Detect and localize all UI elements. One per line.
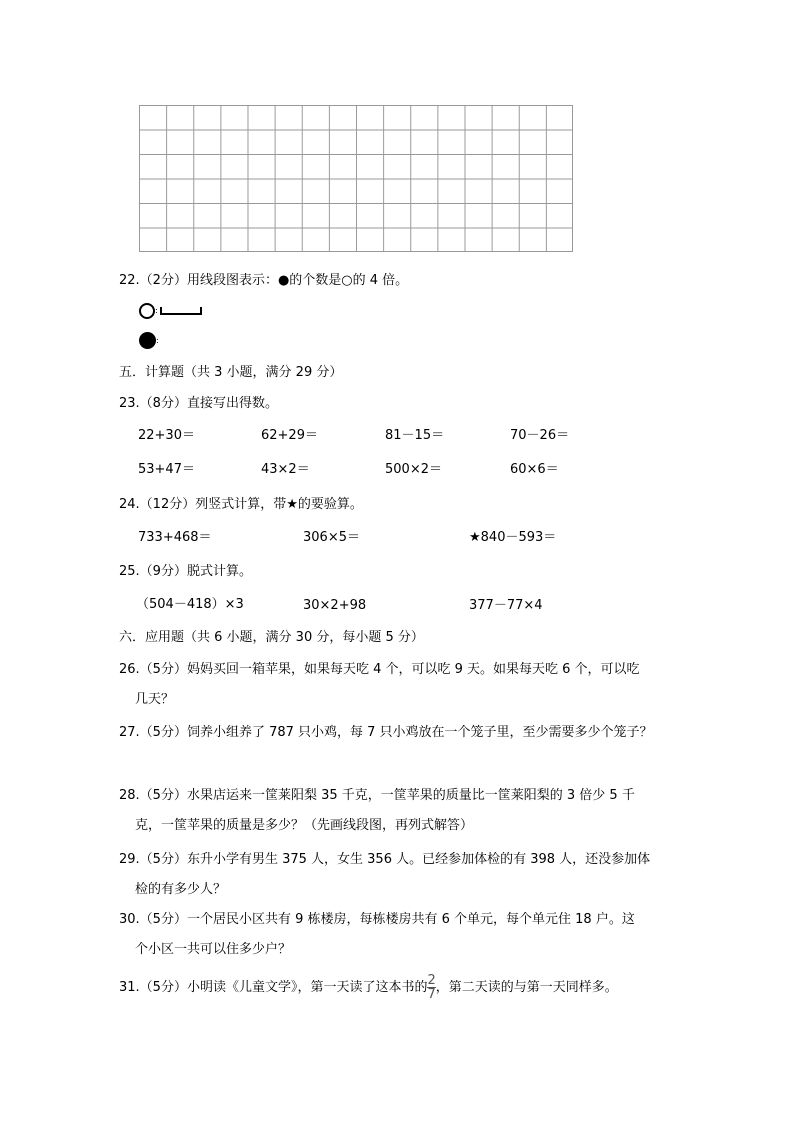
hollow-circle-icon <box>139 303 155 319</box>
colon: : <box>155 306 158 315</box>
calc-item: ★840－593＝ <box>469 530 557 545</box>
q30-line1: 30.（5分）一个居民小区共有 9 栋楼房，每栋楼房共有 6 个单元，每个单元住 18 户。这 <box>119 912 635 927</box>
q28-line2: 克，一筐苹果的质量是多少？（先画线段图，再列式解答） <box>135 818 474 833</box>
q24-text: 24.（12分）列竖式计算，带★的要验算。 <box>119 497 363 512</box>
colon: : <box>156 336 159 345</box>
calc-item: 81－15＝ <box>385 428 445 443</box>
q31-text-before: 31.（5分）小明读《儿童文学》，第一天读了这本书的 <box>119 980 428 995</box>
fraction <box>427 974 435 1001</box>
answer-grid <box>139 105 573 252</box>
calc-item: 53+47＝ <box>138 462 195 477</box>
calc-item: 62+29＝ <box>261 428 318 443</box>
q30-line2: 个小区一共可以住多少户？ <box>135 942 292 957</box>
q26-line1: 26.（5分）妈妈买回一箱苹果，如果每天吃 4 个，可以吃 9 天。如果每天吃 6 个，可以吃 <box>119 662 640 677</box>
q22-dot-row <box>139 332 159 350</box>
calc-item: 306×5＝ <box>303 530 360 545</box>
calc-item: （504－418）×3 <box>136 597 244 612</box>
q25-text: 25.（9分）脱式计算。 <box>119 564 252 579</box>
calc-item: 60×6＝ <box>510 462 559 477</box>
calc-item: 377－77×4 <box>469 598 543 613</box>
filled-circle-icon <box>139 332 156 349</box>
denominator: 7 <box>427 987 436 1002</box>
calc-item: 30×2+98 <box>303 598 367 613</box>
q27-line1: 27.（5分）饲养小组养了 787 只小鸡，每 7 只小鸡放在一个笼子里，至少需要多少个笼子？ <box>119 725 653 740</box>
q31-text-after: ，第二天读的与第一天同样多。 <box>435 980 618 995</box>
line-segment <box>160 307 202 315</box>
section-6-heading: 六．应用题（共 6 小题，满分 30 分，每小题 5 分） <box>119 630 424 645</box>
q26-line2: 几天？ <box>135 692 175 707</box>
calc-item: 43×2＝ <box>261 462 310 477</box>
calc-item: 70－26＝ <box>510 428 570 443</box>
q29-line1: 29.（5分）东升小学有男生 375 人，女生 356 人。已经参加体检的有 398 人，还没参加体 <box>119 852 651 867</box>
numerator: 2 <box>427 973 436 988</box>
q23-text: 23.（8分）直接写出得数。 <box>119 396 278 411</box>
q28-line1: 28.（5分）水果店运来一筐莱阳梨 35 千克，一筐苹果的质量比一筐莱阳梨的 3 倍少 5 千 <box>119 788 635 803</box>
q22-circle-row <box>139 302 202 320</box>
q29-line2: 检的有多少人？ <box>135 882 227 897</box>
section-5-heading: 五．计算题（共 3 小题，满分 29 分） <box>119 365 343 380</box>
q22-text: 22.（2分）用线段图表示：●的个数是○的 4 倍。 <box>119 273 409 288</box>
calc-item: 22+30＝ <box>138 428 195 443</box>
calc-item: 733+468＝ <box>138 530 212 545</box>
calc-item: 500×2＝ <box>385 462 442 477</box>
q31-line1 <box>119 974 618 1001</box>
